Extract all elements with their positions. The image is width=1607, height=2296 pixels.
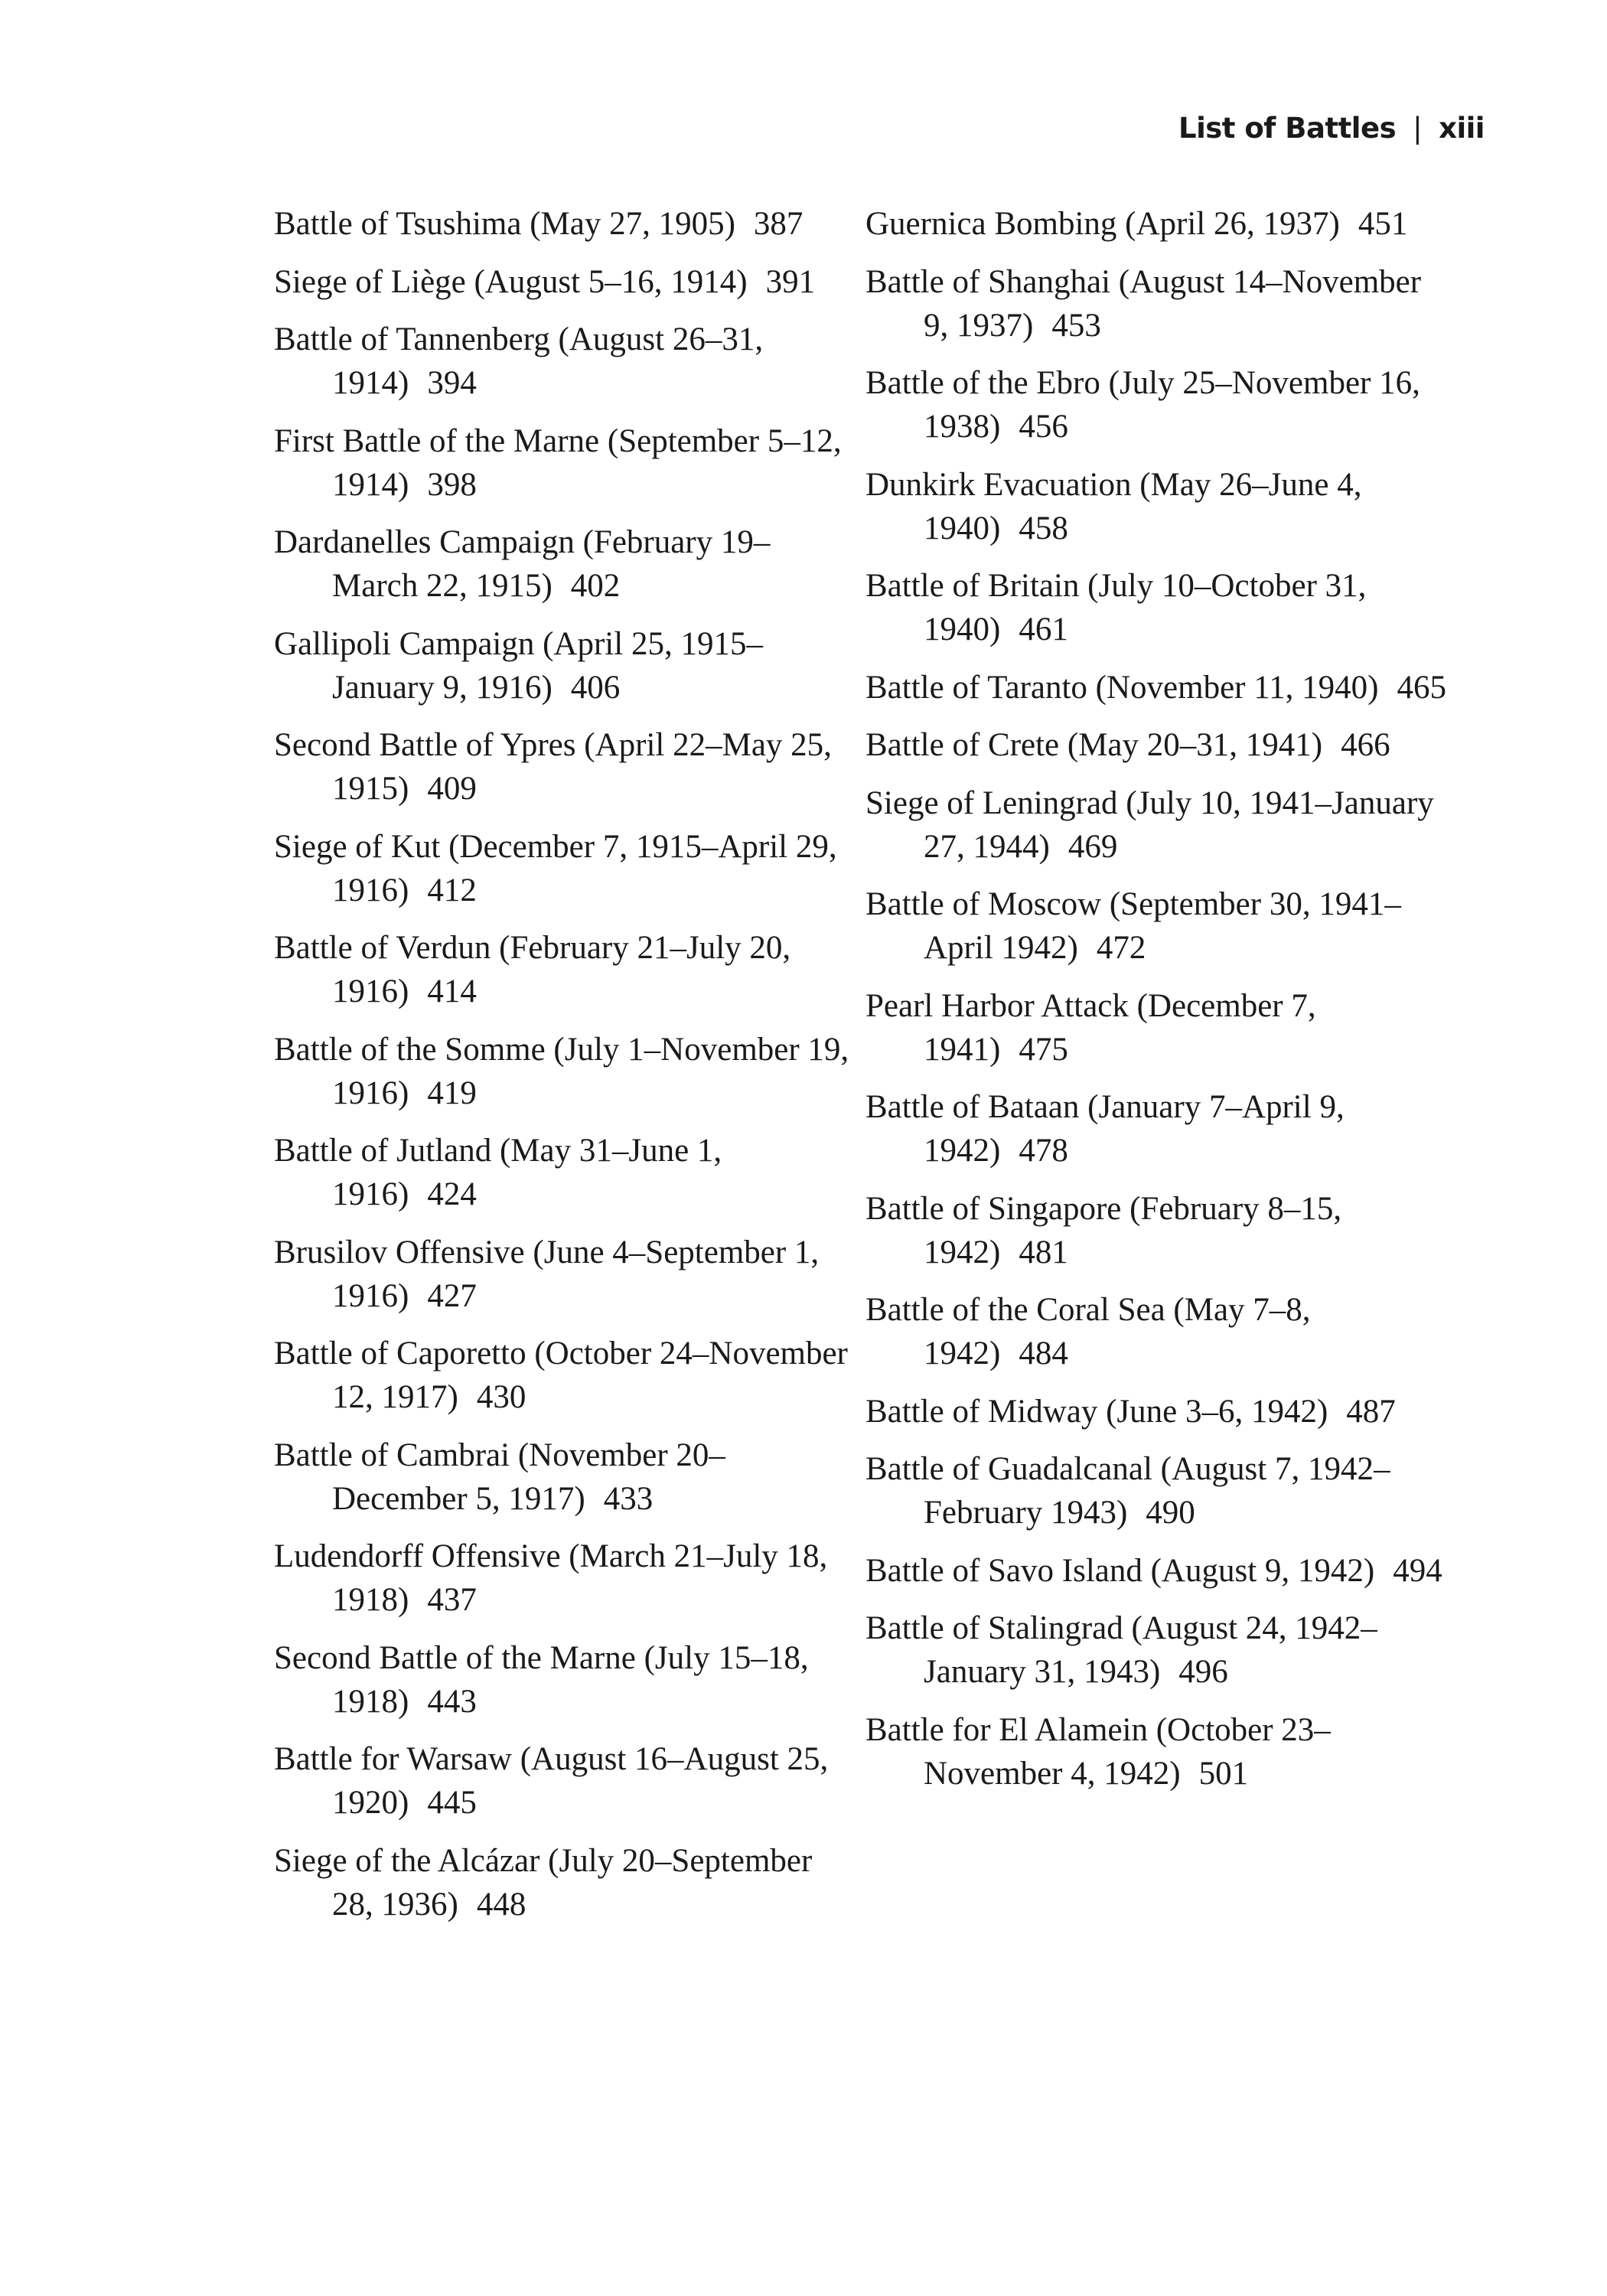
page-ref: 398 xyxy=(427,466,477,503)
page-ref: 437 xyxy=(427,1582,477,1618)
page-ref: 484 xyxy=(1019,1336,1068,1371)
right-column xyxy=(865,202,1447,1809)
page-ref: 490 xyxy=(1146,1495,1195,1531)
battle-name: Battle of Crete (May 20–31, 1941) xyxy=(865,727,1323,763)
battle-name: Battle of Moscow (September 30, 1941–April 1942) xyxy=(865,886,1401,966)
page-ref: 496 xyxy=(1178,1654,1228,1690)
battle-name: Battle for Warsaw (August 16–August 25, 1920) xyxy=(274,1741,829,1821)
battle-name: Battle of Taranto (November 11, 1940) xyxy=(865,669,1379,706)
battle-name: Dunkirk Evacuation (May 26–June 4, 1940) xyxy=(865,466,1362,546)
list-item xyxy=(274,1636,856,1724)
page-ref: 443 xyxy=(427,1683,477,1720)
list-item xyxy=(274,1433,856,1521)
battle-name: Battle of Britain (July 10–October 31, 1940) xyxy=(865,568,1367,647)
battle-name: Siege of Kut (December 7, 1915–April 29, 1916) xyxy=(274,828,837,908)
battle-name: Battle of Midway (June 3–6, 1942) xyxy=(865,1393,1328,1430)
list-item xyxy=(865,666,1447,709)
battle-name: Siege of the Alcázar (July 20–September 28, 1936) xyxy=(274,1842,813,1923)
list-item xyxy=(865,984,1447,1071)
battle-name: Siege of Liège (August 5–16, 1914) xyxy=(274,263,748,300)
list-item xyxy=(274,1129,856,1216)
page-ref: 409 xyxy=(427,771,477,807)
list-item xyxy=(865,202,1447,246)
page-ref: 469 xyxy=(1068,828,1118,865)
list-item xyxy=(865,882,1447,970)
battle-name: First Battle of the Marne (September 5–12, 1914) xyxy=(274,422,842,503)
battle-name: Battle of the Somme (July 1–November 19, 1916) xyxy=(274,1031,849,1111)
page-ref: 456 xyxy=(1019,409,1068,445)
list-item xyxy=(865,1549,1447,1593)
list-item xyxy=(274,260,856,304)
battle-name: Battle of Bataan (January 7–April 9, 1942) xyxy=(865,1089,1345,1169)
list-item xyxy=(865,723,1447,767)
list-item xyxy=(274,419,856,507)
list-item xyxy=(274,202,856,246)
page-ref: 419 xyxy=(427,1075,477,1111)
page-ref: 402 xyxy=(570,568,621,604)
list-item xyxy=(274,1028,856,1115)
page-ref: 453 xyxy=(1051,307,1101,344)
page-ref: 481 xyxy=(1019,1234,1068,1270)
page-ref: 406 xyxy=(570,669,621,706)
list-item xyxy=(274,825,856,912)
running-head-title: List of Battles xyxy=(1178,112,1397,145)
list-item xyxy=(865,1288,1447,1375)
battle-name: Battle of Shanghai (August 14–November 9, 1937) xyxy=(865,263,1422,344)
battle-name: Siege of Leningrad (July 10, 1941–January 27, 1944) xyxy=(865,784,1434,865)
list-item xyxy=(865,361,1447,448)
battle-name: Battle of Savo Island (August 9, 1942) xyxy=(865,1552,1375,1589)
page-ref: 451 xyxy=(1358,206,1408,242)
battle-name: Pearl Harbor Attack (December 7, 1941) xyxy=(865,987,1316,1068)
page-ref: 466 xyxy=(1341,727,1390,763)
list-item xyxy=(274,318,856,405)
battle-name: Dardanelles Campaign (February 19–March 22, 1915) xyxy=(274,524,771,604)
list-item xyxy=(865,1606,1447,1694)
battle-name: Second Battle of the Marne (July 15–18, 1918) xyxy=(274,1639,809,1720)
battle-name: Battle of Singapore (February 8–15, 1942) xyxy=(865,1190,1342,1270)
left-column xyxy=(274,202,856,1940)
page-ref: 430 xyxy=(476,1379,526,1415)
battle-name: Battle of the Coral Sea (May 7–8, 1942) xyxy=(865,1292,1311,1371)
page-ref: 387 xyxy=(753,206,804,242)
list-item xyxy=(274,622,856,709)
page-ref: 494 xyxy=(1393,1552,1442,1589)
battle-name: Ludendorff Offensive (March 21–July 18, 1918) xyxy=(274,1538,828,1618)
battle-name: Battle of Stalingrad (August 24, 1942–January 31, 1943) xyxy=(865,1610,1377,1690)
list-item xyxy=(865,1085,1447,1172)
page-ref: 412 xyxy=(427,872,477,908)
list-item xyxy=(865,260,1447,347)
battle-name: Gallipoli Campaign (April 25, 1915–January 9, 1916) xyxy=(274,625,763,706)
battle-name: Battle of Verdun (February 21–July 20, 1916) xyxy=(274,930,791,1009)
page-ref: 394 xyxy=(427,365,477,401)
page-ref: 487 xyxy=(1346,1393,1396,1430)
page-ref: 501 xyxy=(1198,1755,1249,1792)
battle-name: Battle of Tsushima (May 27, 1905) xyxy=(274,206,735,242)
list-item xyxy=(865,781,1447,869)
list-item xyxy=(274,1332,856,1419)
list-item xyxy=(865,1708,1447,1795)
list-item xyxy=(274,1839,856,1926)
page-ref: 448 xyxy=(476,1886,526,1923)
running-head xyxy=(1178,112,1485,145)
page-ref: 458 xyxy=(1019,510,1068,546)
list-item xyxy=(274,1231,856,1318)
list-item xyxy=(274,926,856,1013)
list-item xyxy=(274,520,856,608)
battle-name: Battle of Cambrai (November 20–December 5, 1917) xyxy=(274,1437,725,1517)
list-item xyxy=(274,723,856,810)
list-item xyxy=(865,564,1447,651)
page-ref: 465 xyxy=(1397,669,1446,706)
page-ref: 472 xyxy=(1096,930,1146,966)
page-ref: 475 xyxy=(1019,1031,1068,1068)
page-ref: 391 xyxy=(765,263,816,300)
battle-name: Battle of Caporetto (October 24–November 12, 1917) xyxy=(274,1336,848,1415)
list-item xyxy=(865,1390,1447,1433)
list-item xyxy=(865,463,1447,550)
battle-name: Battle for El Alamein (October 23–November 4, 1942) xyxy=(865,1711,1331,1792)
page-ref: 424 xyxy=(427,1176,477,1212)
battle-name: Battle of Guadalcanal (August 7, 1942–February 1943) xyxy=(865,1451,1390,1531)
page-ref: 478 xyxy=(1019,1133,1068,1169)
page-number: xiii xyxy=(1439,112,1485,145)
battle-name: Battle of Jutland (May 31–June 1, 1916) xyxy=(274,1133,722,1212)
list-item xyxy=(274,1737,856,1825)
battle-name: Battle of the Ebro (July 25–November 16, 1938) xyxy=(865,365,1420,445)
page-ref: 433 xyxy=(603,1480,654,1517)
list-item xyxy=(865,1447,1447,1534)
running-head-separator: | xyxy=(1413,112,1423,145)
page-ref: 427 xyxy=(427,1277,477,1314)
page-ref: 445 xyxy=(427,1785,477,1821)
battle-name: Second Battle of Ypres (April 22–May 25, 1915) xyxy=(274,727,832,807)
battle-name: Guernica Bombing (April 26, 1937) xyxy=(865,206,1340,242)
battle-name: Battle of Tannenberg (August 26–31, 1914) xyxy=(274,321,764,401)
page-ref: 414 xyxy=(427,974,477,1009)
list-item xyxy=(274,1534,856,1622)
page-ref: 461 xyxy=(1019,612,1068,647)
list-item xyxy=(865,1187,1447,1274)
battle-name: Brusilov Offensive (June 4–September 1, 1916) xyxy=(274,1234,820,1314)
